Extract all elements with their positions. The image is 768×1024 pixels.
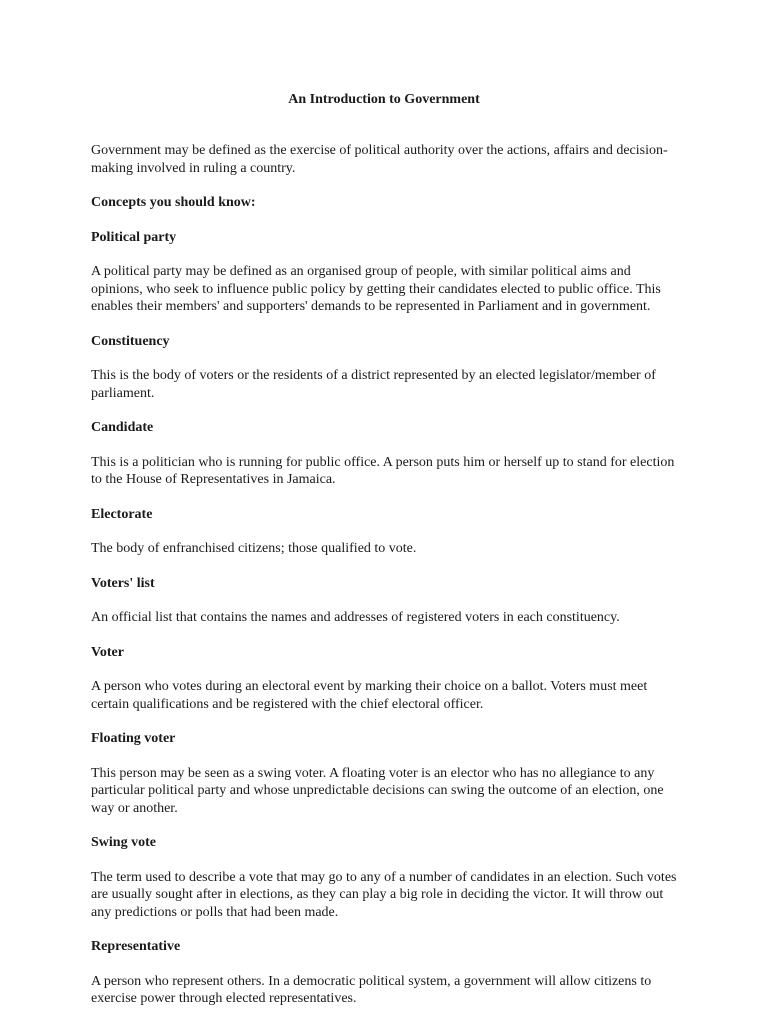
term-heading: Floating voter [91, 731, 176, 746]
term-definition: A person who represent others. In a democratic political system, a government will allow citizens to exercise power through elected representatives. [91, 973, 652, 1006]
term-definition: The term used to describe a vote that may go to any of a number of candidates in an election. Such votes are usually sought after in elections, as they can play a big role in deciding the victor. It will throw out any predictions or polls that had been made. [91, 869, 677, 920]
term-heading: Representative [91, 939, 181, 954]
term-floating-voter [91, 730, 681, 817]
term-political-party [91, 229, 681, 316]
term-definition: An official list that contains the names and addresses of registered voters in each constituency. [91, 610, 620, 625]
term-heading: Voters' list [91, 575, 155, 591]
term-heading: Political party [91, 229, 177, 245]
document-title: An Introduction to Government [288, 92, 480, 107]
term-definition: This is the body of voters or the residents of a district represented by an elected legislator/member of parliament. [91, 368, 656, 401]
intro-paragraph: Government may be defined as the exercise of political authority over the actions, affairs and decision- making involved in ruling a country. [91, 143, 668, 176]
term-heading: Constituency [91, 333, 170, 349]
term-swing-vote [91, 834, 681, 921]
term-constituency [91, 333, 681, 403]
document-body [91, 142, 681, 1024]
term-heading: Electorate [91, 506, 153, 522]
term-definition: This person may be seen as a swing voter. A floating voter is an elector who has no allegiance to any particular political party and whose unpredictable decisions can swing the outcome of an election, one way or another. [91, 765, 664, 816]
term-definition: The body of enfranchised citizens; those qualified to vote. [91, 541, 417, 556]
term-heading: Swing vote [91, 835, 156, 850]
term-candidate [91, 419, 681, 489]
term-electorate [91, 506, 681, 558]
term-representative [91, 938, 681, 1008]
concepts-heading: Concepts you should know: [91, 195, 256, 210]
term-definition: This is a politician who is running for public office. A person puts him or herself up to stand for election to the House of Representatives in Jamaica. [91, 454, 675, 487]
term-heading: Candidate [91, 420, 154, 435]
term-voters-list [91, 575, 681, 627]
term-voter [91, 644, 681, 714]
term-heading: Voter [91, 644, 124, 660]
term-definition: A political party may be defined as an organised group of people, with similar political aims and opinions, who seek to influence public policy by getting their candidates elected to public office. This enables their members' and supporters' demands to be represented in Parliament and in government. [91, 264, 661, 314]
term-definition: A person who votes during an electoral event by marking their choice on a ballot. Voters must meet certain qualifications and be registered with the chief electoral officer. [91, 679, 648, 712]
